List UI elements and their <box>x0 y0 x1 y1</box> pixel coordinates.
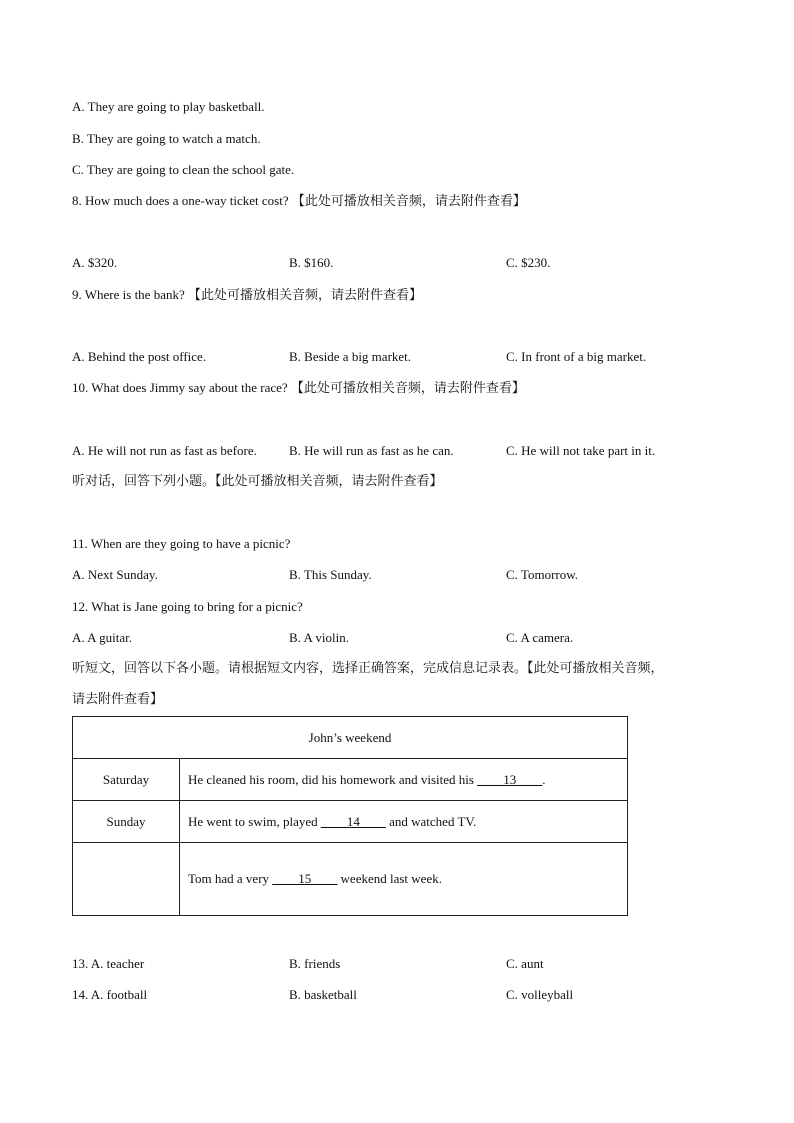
q14-option-a: 14. A. football <box>72 987 148 1002</box>
q10-option-a: A. He will not run as fast as before. <box>72 443 257 458</box>
table-title: John’s weekend <box>73 717 628 759</box>
q10-question: 10. What does Jimmy say about the race? <box>72 380 291 395</box>
q13-option-a: 13. A. teacher <box>72 956 145 971</box>
q11-option-b: B. This Sunday. <box>289 567 372 582</box>
q8-option-c: C. $230. <box>506 255 551 270</box>
q9-audio-link[interactable]: 【此处可播放相关音频，请去附件查看】 <box>188 288 423 303</box>
section-passage-instruction: 听短文，回答以下各小题。请根据短文内容，选择正确答案，完成信息记录表。【此处可播放相关音频， <box>72 661 664 676</box>
table-row <box>73 843 628 916</box>
q8-audio-link[interactable]: 【此处可播放相关音频，请去附件查看】 <box>291 194 526 209</box>
q10-stem <box>72 379 525 398</box>
blank-14[interactable]: ____14____ <box>320 813 386 829</box>
q9-question: 9. Where is the bank? <box>72 287 188 302</box>
q7-option-b: B. They are going to watch a match. <box>72 131 261 146</box>
q7-option-a: A. They are going to play basketball. <box>72 99 265 114</box>
q14-option-c: C. volleyball <box>506 987 574 1002</box>
q11-option-c: C. Tomorrow. <box>506 567 579 582</box>
table-row <box>73 759 628 801</box>
q9-option-b: B. Beside a big market. <box>289 349 412 364</box>
q8-question: 8. How much does a one-way ticket cost? <box>72 193 292 208</box>
q12-option-b: B. A violin. <box>289 630 349 645</box>
q11-option-a: A. Next Sunday. <box>72 567 158 582</box>
q8-stem <box>72 192 526 211</box>
row-label-empty <box>73 843 180 916</box>
row-label-saturday: Saturday <box>73 759 180 801</box>
info-record-table <box>72 716 628 916</box>
q10-audio-link[interactable]: 【此处可播放相关音频，请去附件查看】 <box>290 381 525 396</box>
q13-option-b: B. friends <box>289 956 341 971</box>
q12-option-c: C. A camera. <box>506 630 574 645</box>
q12-stem: 12. What is Jane going to bring for a picnic? <box>72 599 303 614</box>
section-passage-instruction-cont[interactable]: 请去附件查看】 <box>72 692 164 707</box>
q9-option-c: C. In front of a big market. <box>506 349 647 364</box>
blank-15[interactable]: ____15____ <box>272 871 338 886</box>
q9-stem <box>72 286 422 305</box>
row-content-saturday: He cleaned his room, did his homework and visited his ____13____. <box>180 759 628 801</box>
q8-option-b: B. $160. <box>289 255 334 270</box>
q13-option-c: C. aunt <box>506 956 544 971</box>
q8-option-a: A. $320. <box>72 255 118 270</box>
table-row <box>73 801 628 843</box>
q14-option-b: B. basketball <box>289 987 357 1002</box>
q12-option-a: A. A guitar. <box>72 630 132 645</box>
row-content-sunday: He went to swim, played ____14____ and watched TV. <box>180 801 628 843</box>
q10-option-c: C. He will not take part in it. <box>506 443 656 458</box>
row-label-sunday: Sunday <box>73 801 180 843</box>
section-dialogue-instruction: 听对话，回答下列小题。【此处可播放相关音频，请去附件查看】 <box>72 474 443 489</box>
row-content-summary: Tom had a very ____15____ weekend last week. <box>180 843 628 916</box>
q9-option-a: A. Behind the post office. <box>72 349 207 364</box>
q10-option-b: B. He will run as fast as he can. <box>289 443 454 458</box>
q7-option-c: C. They are going to clean the school gate. <box>72 162 295 177</box>
blank-13[interactable]: ____13____ <box>477 771 543 787</box>
q11-stem: 11. When are they going to have a picnic? <box>72 536 291 551</box>
